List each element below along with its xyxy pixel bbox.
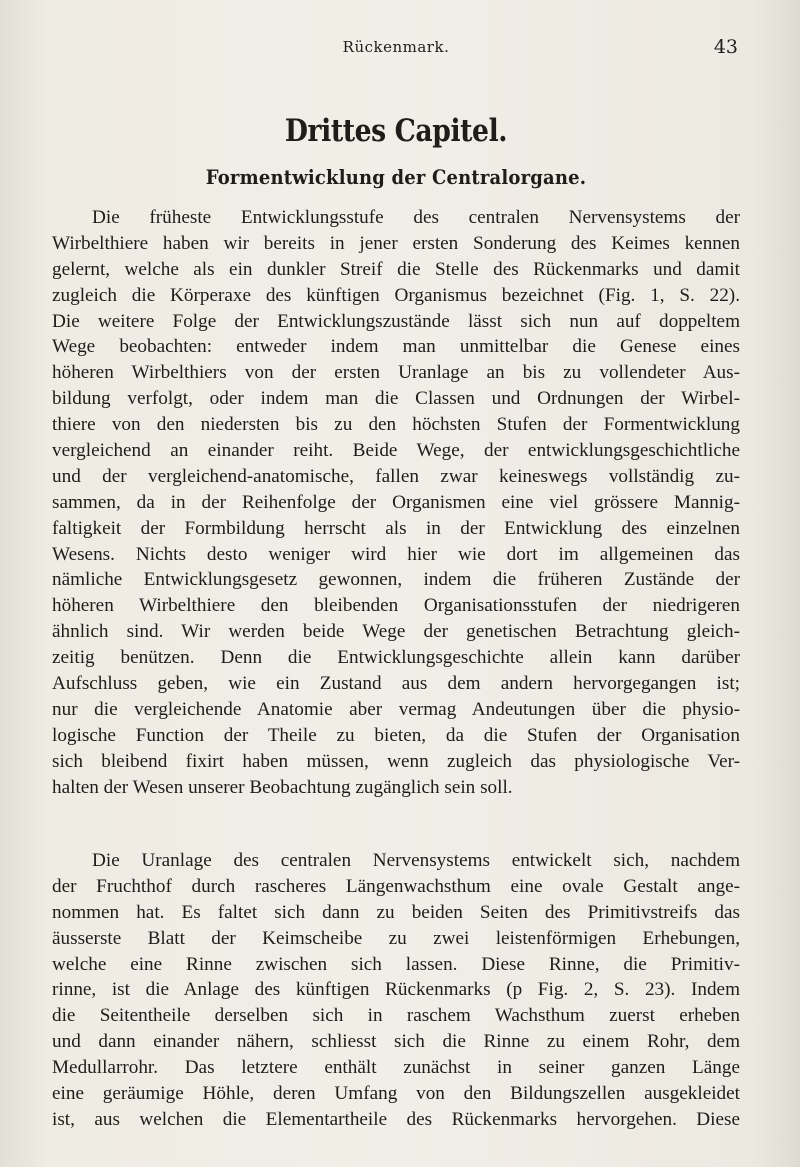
text-line: halten der Wesen unserer Beobachtung zugänglich sein soll. [52, 776, 513, 798]
text-line: nommen hat. Es faltet sich dann zu beiden Seiten des Primitivstreifs das [52, 901, 740, 923]
text-line: thiere von den niedersten bis zu den höchsten Stufen der Formentwicklung [52, 414, 740, 436]
page-header [52, 36, 740, 60]
text-line: ist, aus welchen die Elementartheile des Rückenmarks hervorgehen. Diese [52, 1108, 740, 1130]
text-line: sammen, da in der Reihenfolge der Organismen eine viel grössere Mannig- [52, 491, 740, 513]
text-line: höheren Wirbelthiere den bleibenden Organisationsstufen der niedrigeren [52, 595, 740, 617]
text-line: rinne, ist die Anlage des künftigen Rückenmarks (p Fig. 2, S. 23). Indem [52, 979, 740, 1001]
text-line: gelernt, welche als ein dunkler Streif die Stelle des Rückenmarks und damit [52, 258, 740, 280]
text-line: und dann einander nähern, schliesst sich die Rinne zu einem Rohr, dem [52, 1031, 740, 1053]
paragraph-1 [52, 205, 740, 800]
running-title: Rückenmark. [342, 38, 450, 56]
text-line: logische Function der Theile zu bieten, da die Stufen der Organisation [52, 724, 740, 746]
text-line: äusserste Blatt der Keimscheibe zu zwei leistenförmigen Erhebungen, [52, 927, 740, 949]
text-line: und der vergleichend-anatomische, fallen zwar keineswegs vollständig zu- [52, 465, 740, 487]
text-line: Wege beobachten: entweder indem man unmittelbar die Genese eines [52, 336, 740, 358]
paragraph-2 [52, 848, 740, 1133]
text-line: nur die vergleichende Anatomie aber vermag Andeutungen über die physio- [52, 698, 740, 720]
text-line: Wesens. Nichts desto weniger wird hier wie dort im allgemeinen das [52, 543, 740, 565]
text-line: Die weitere Folge der Entwicklungszustände lässt sich nun auf doppeltem [52, 310, 740, 332]
chapter-subtitle: Formentwicklung der Centralorgane. [205, 165, 587, 189]
text-line: Aufschluss geben, wie ein Zustand aus dem andern hervorgegangen ist; [52, 673, 740, 695]
chapter-title: Drittes Capitel. [284, 113, 508, 149]
text-line: höheren Wirbelthiers von der ersten Uranlage an bis zu vollendeter Aus- [52, 362, 740, 384]
text-line: zeitig benützen. Denn die Entwicklungsgeschichte allein kann darüber [52, 647, 740, 669]
text-line: vergleichend an einander reiht. Beide Wege, der entwicklungsgeschichtliche [52, 440, 740, 462]
text-line: sich bleibend fixirt haben müssen, wenn zugleich das physiologische Ver- [52, 750, 740, 772]
text-line: die Seitentheile derselben sich in raschem Wachsthum zuerst erheben [52, 1005, 740, 1027]
text-line: ähnlich sind. Wir werden beide Wege der genetischen Betrachtung gleich- [52, 621, 740, 643]
text-line: zugleich die Körperaxe des künftigen Organismus bezeichnet (Fig. 1, S. 22). [52, 284, 740, 306]
text-line: welche eine Rinne zwischen sich lassen. Diese Rinne, die Primitiv- [52, 953, 740, 975]
text-line: der Fruchthof durch rascheres Längenwachsthum eine ovale Gestalt ange- [52, 875, 740, 897]
text-line: Wirbelthiere haben wir bereits in jener ersten Sonderung des Keimes kennen [52, 232, 740, 254]
text-line: bildung verfolgt, oder indem man die Classen und Ordnungen der Wirbel- [52, 388, 740, 410]
text-line: Die Uranlage des centralen Nervensystems entwickelt sich, nachdem [92, 850, 740, 871]
text-line: Medullarrohr. Das letztere enthält zunächst in seiner ganzen Länge [52, 1057, 740, 1079]
text-line: Die früheste Entwicklungsstufe des centralen Nervensystems der [92, 207, 740, 228]
text-line: faltigkeit der Formbildung herrscht als in der Entwicklung des einzelnen [52, 517, 740, 539]
text-line: eine geräumige Höhle, deren Umfang von den Bildungszellen ausgekleidet [52, 1083, 740, 1105]
text-line: nämliche Entwicklungsgesetz gewonnen, indem die früheren Zustände der [52, 569, 740, 591]
page-number: 43 [713, 36, 738, 58]
